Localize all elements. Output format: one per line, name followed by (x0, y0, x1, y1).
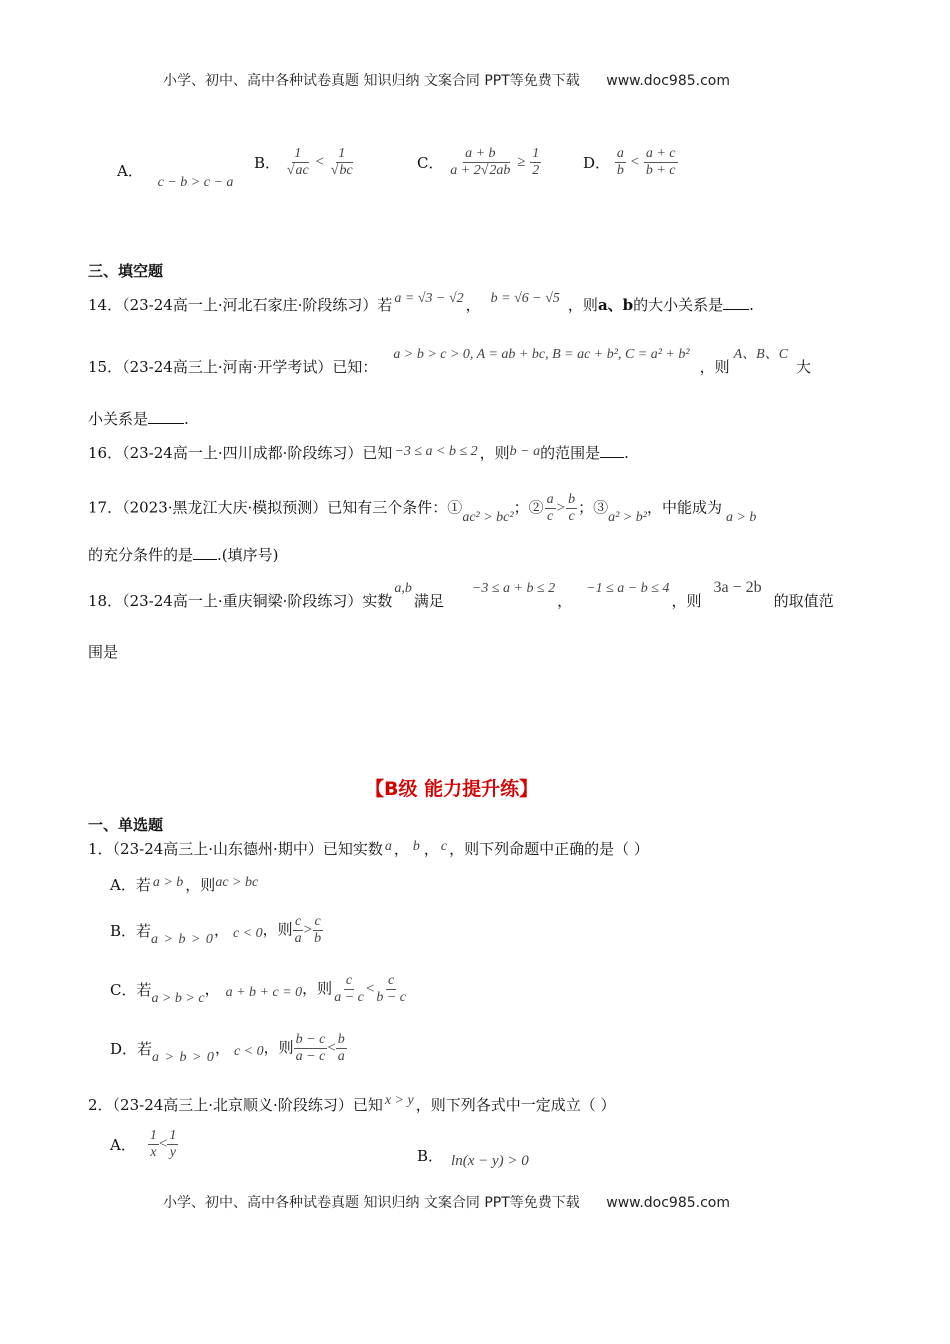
denominator: a − c (295, 1049, 326, 1065)
bold-vars: a、b (597, 296, 634, 314)
footer-url[interactable]: www.doc985.com (606, 1195, 730, 1211)
punct: ， (213, 920, 229, 939)
fraction (566, 492, 577, 525)
question-source: （23-24高三上·山东德州·期中）已知实数 (112, 840, 383, 858)
page-footer (163, 1192, 730, 1212)
option-label: D．若 (110, 1040, 153, 1059)
math-vars: A、B、C (733, 347, 789, 362)
text: ，则 (263, 1038, 294, 1057)
punct: ， (214, 1038, 230, 1057)
math-expr: a > b > c > 0, A = ab + bc, B = ac + b², C = a² + b² (393, 347, 690, 362)
numerator: b (566, 492, 577, 509)
denominator: a (337, 1049, 345, 1065)
numerator: a (545, 492, 556, 509)
denominator: b (314, 931, 322, 947)
text: ，则 (302, 979, 333, 998)
math-expr: −3 ≤ a < b ≤ 2 (394, 444, 478, 459)
punct: ；② (513, 498, 544, 517)
math-var: c (440, 839, 448, 854)
numerator: 1 (292, 146, 303, 163)
denominator: b (616, 163, 624, 179)
punct: ， (423, 840, 439, 858)
math-expr: b − a (509, 444, 541, 459)
option-expr: c − b > c − a (157, 175, 234, 190)
relation: < (158, 1136, 168, 1153)
numerator: a + c (644, 146, 678, 163)
math-expr: b = √6 − √5 (490, 291, 560, 306)
punct: ， (465, 296, 481, 314)
question-source: （2023·黑龙江大庆·模拟预测）已知有三个条件：① (122, 498, 463, 517)
question-source: （23-24高三上·北京顺义·阶段练习）已知 (112, 1096, 383, 1114)
math-var: b (412, 839, 420, 854)
q13-option-b (254, 146, 355, 179)
text: ，中能成为 (646, 498, 722, 517)
fraction (530, 146, 541, 179)
punct: ， (393, 840, 409, 858)
denominator: c (568, 509, 575, 525)
denominator: a − c (334, 990, 364, 1006)
b1-option-d (110, 1032, 347, 1065)
fraction (167, 1128, 178, 1161)
denominator: x (150, 1145, 157, 1161)
denominator: a (294, 931, 302, 947)
denominator: √ac (286, 163, 309, 179)
math-expr: c < 0 (232, 925, 263, 941)
punct: ， (204, 979, 220, 998)
text: ，则下列命题中正确的是（ ） (449, 840, 649, 858)
relation: < (327, 1040, 336, 1057)
numerator: c (313, 914, 323, 931)
relation: ≥ (517, 154, 526, 171)
text: 围是 (88, 643, 119, 661)
fraction (329, 146, 355, 179)
math-expr: a = √3 − √2 (394, 291, 464, 306)
option-label: B． (417, 1147, 444, 1165)
question-number: 1． (88, 840, 113, 858)
b2-option-b (417, 1145, 529, 1169)
text: 大 (796, 358, 812, 376)
b1-option-b (110, 914, 323, 947)
radicand: ac (295, 163, 309, 179)
fraction (644, 146, 678, 179)
fraction (148, 1128, 159, 1161)
option-label: A． (110, 1136, 136, 1155)
text: ，则 (185, 876, 216, 894)
math-expr: ln(x − y) > 0 (451, 1153, 529, 1169)
b2-option-a (110, 1128, 178, 1161)
relation: > (556, 500, 566, 517)
punct: ；③ (578, 498, 609, 517)
header-text: 小学、初中、高中各种试卷真题 知识归纳 文案合同 PPT等免费下载 (163, 73, 580, 89)
option-label: C． (417, 154, 444, 173)
math-expr: 3a − 2b (713, 579, 762, 596)
q13-option-d (583, 146, 678, 179)
b1-option-a (110, 874, 258, 895)
option-label: B．若 (110, 922, 152, 941)
numerator: b (336, 1032, 347, 1049)
b-question-2 (88, 1094, 615, 1115)
denominator: b + c (645, 163, 676, 179)
question-number: 18． (88, 592, 123, 610)
numerator: b − c (294, 1032, 328, 1049)
fraction (448, 146, 512, 179)
option-label: A．若 (110, 876, 151, 894)
fraction (615, 146, 626, 179)
page-header (163, 70, 730, 90)
text: ，则 (567, 296, 598, 314)
math-vars: a,b (394, 581, 412, 596)
answer-blank[interactable] (193, 547, 217, 560)
relation: > (303, 922, 313, 939)
text: 的范围是 (540, 444, 601, 462)
text: 的充分条件的是 (88, 546, 194, 564)
fraction (294, 1032, 328, 1065)
question-number: 17． (88, 498, 123, 517)
relation: < (315, 154, 324, 171)
question-15 (88, 347, 812, 377)
text: ，则 (262, 920, 293, 939)
math-expr: ac > bc (215, 875, 259, 890)
denominator: y (169, 1145, 176, 1161)
math-expr: a > b (725, 509, 757, 525)
math-expr: c < 0 (233, 1043, 264, 1059)
option-label: C．若 (110, 981, 152, 1000)
section-title-single-choice: 一、单选题 (88, 816, 164, 834)
math-expr: a² > b² (608, 509, 647, 525)
numerator: c (386, 973, 396, 990)
question-number: 14． (88, 296, 123, 314)
radicand: bc (339, 163, 353, 179)
text: ，则下列各式中一定成立（ ） (415, 1096, 616, 1114)
punct: ， (557, 592, 573, 610)
punct: . (184, 410, 189, 428)
denominator: b − c (376, 990, 406, 1006)
math-expr: ac² > bc² (462, 509, 514, 525)
question-number: 2． (88, 1096, 113, 1114)
q13-option-a (117, 160, 234, 190)
denominator: a + 2√2ab (450, 163, 511, 179)
fraction (293, 914, 304, 947)
question-17 (88, 492, 756, 525)
numerator: a + b (463, 146, 497, 163)
numerator: c (293, 914, 303, 931)
punct: . (749, 296, 754, 314)
math-expr: −1 ≤ a − b ≤ 4 (586, 581, 670, 596)
denominator: √bc (330, 163, 353, 179)
math-var: a (384, 839, 392, 854)
q13-option-c (417, 146, 541, 179)
text: 满足 (413, 592, 444, 610)
section-title-fill-blank: 三、填空题 (88, 262, 164, 280)
math-expr: −3 ≤ a + b ≤ 2 (471, 581, 556, 596)
numerator: c (344, 973, 354, 990)
denominator: 2 (532, 163, 540, 179)
fraction (374, 973, 408, 1006)
option-label: B． (254, 154, 281, 173)
question-source: （23-24高一上·河北石家庄·阶段练习）若 (122, 296, 393, 314)
text: ，则 (699, 358, 730, 376)
text: ，则 (479, 444, 510, 462)
question-15-line2 (88, 408, 189, 429)
math-expr: a > b > 0 (152, 1049, 215, 1065)
question-18-line2 (88, 641, 118, 662)
text: ，则 (671, 592, 702, 610)
numerator: 1 (167, 1128, 178, 1145)
text: 的大小关系是 (633, 296, 724, 314)
question-16 (88, 442, 629, 463)
footer-text: 小学、初中、高中各种试卷真题 知识归纳 文案合同 PPT等免费下载 (163, 1195, 580, 1211)
relation: < (630, 154, 640, 171)
question-18 (88, 579, 834, 611)
denominator-prefix: a + 2 (450, 163, 481, 179)
question-source: （23-24高一上·四川成都·阶段练习）已知 (122, 444, 393, 462)
text: 的取值范 (773, 592, 834, 610)
answer-blank[interactable] (148, 411, 184, 424)
fraction (285, 146, 311, 179)
radicand: 2ab (489, 163, 511, 179)
header-url[interactable]: www.doc985.com (606, 73, 730, 89)
question-source: （23-24高三上·河南·开学考试）已知： (122, 358, 378, 376)
fraction (336, 1032, 347, 1065)
option-label: A． (117, 162, 143, 180)
math-expr: x > y (384, 1093, 414, 1108)
question-source: （23-24高一上·重庆铜梁·阶段练习）实数 (122, 592, 393, 610)
text: .(填序号) (217, 546, 279, 564)
question-17-line2 (88, 544, 279, 565)
numerator: 1 (336, 146, 347, 163)
answer-blank[interactable] (600, 445, 624, 458)
numerator: 1 (530, 146, 541, 163)
math-expr: a > b > c (151, 990, 205, 1006)
b-question-1 (88, 838, 649, 859)
punct: . (624, 444, 629, 462)
math-expr: a > b (152, 875, 184, 890)
level-b-title: 【B级 能力提升练】 (365, 778, 539, 800)
numerator: a (615, 146, 626, 163)
math-expr: a + b + c = 0 (225, 984, 303, 1000)
math-expr: a > b > 0 (151, 931, 214, 947)
question-14 (88, 291, 754, 315)
fraction (312, 914, 323, 947)
text: 小关系是 (88, 410, 149, 428)
question-number: 15． (88, 358, 123, 376)
relation: < (365, 981, 375, 998)
denominator: c (547, 509, 554, 525)
option-label: D． (583, 154, 611, 173)
question-number: 16． (88, 444, 123, 462)
b1-option-c (110, 973, 408, 1006)
fraction (332, 973, 366, 1006)
fraction (545, 492, 556, 525)
answer-blank[interactable] (723, 297, 749, 310)
numerator: 1 (148, 1128, 159, 1145)
